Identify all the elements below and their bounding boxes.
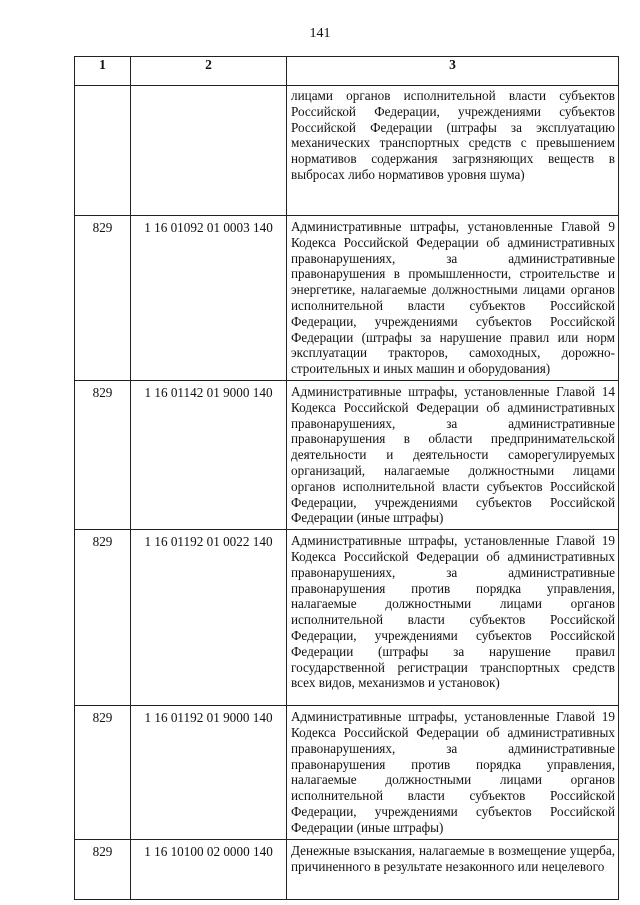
admin-code-cell: 829	[75, 840, 131, 900]
budget-codes-table	[74, 56, 619, 900]
column-header-2: 2	[131, 57, 287, 86]
admin-code-cell: 829	[75, 380, 131, 529]
budget-code-cell: 1 16 01092 01 0003 140	[131, 216, 287, 381]
description-cell: Административные штрафы, установленные Главой 9 Кодекса Российской Федерации об административных правонарушениях, за административные правонарушения в промышленности, строительстве и энергетике, налагаемые должностными лицами органов исполнительной власти субъектов Российской Федерации, учреждениями субъектов Российской Федерации (штрафы за нарушение правил или норм эксплуатации тракторов, самоходных, дорожно-строительных и иных машин и оборудования)	[287, 216, 619, 381]
admin-code-cell: 829	[75, 530, 131, 706]
description-cell: Денежные взыскания, налагаемые в возмещение ущерба, причиненного в результате незаконного или нецелевого	[287, 840, 619, 900]
budget-code-cell: 1 16 01192 01 0022 140	[131, 530, 287, 706]
page-number: 141	[309, 26, 331, 41]
description-cell: Административные штрафы, установленные Главой 19 Кодекса Российской Федерации об административных правонарушениях, за административные правонарушения против порядка управления, налагаемые должностными лицами органов исполнительной власти субъектов Российской Федерации, учреждениями субъектов Российской Федерации (иные штрафы)	[287, 706, 619, 840]
table-row-continuation	[75, 86, 619, 216]
table-row	[75, 840, 619, 900]
description-cell: Административные штрафы, установленные Главой 19 Кодекса Российской Федерации об административных правонарушениях, за административные правонарушения против порядка управления, налагаемые должностными лицами органов исполнительной власти субъектов Российской Федерации, учреждениями субъектов Российской Федерации (штрафы за нарушение правил государственной регистрации транспортных средств всех видов, механизмов и установок)	[287, 530, 619, 706]
admin-code-cell: 829	[75, 216, 131, 381]
table-row	[75, 380, 619, 529]
table-row	[75, 706, 619, 840]
budget-code-cell: 1 16 10100 02 0000 140	[131, 840, 287, 900]
budget-code-cell: 1 16 01142 01 9000 140	[131, 380, 287, 529]
description-cell: Административные штрафы, установленные Главой 14 Кодекса Российской Федерации об административных правонарушениях, за административные правонарушения в области предпринимательской деятельности и деятельности саморегулируемых организаций, налагаемые должностными лицами органов исполнительной власти субъектов Российской Федерации, учреждениями субъектов Российской Федерации (иные штрафы)	[287, 380, 619, 529]
column-header-1: 1	[75, 57, 131, 86]
admin-code-cell: 829	[75, 706, 131, 840]
table-row	[75, 216, 619, 381]
table-row	[75, 530, 619, 706]
budget-code-cell: 1 16 01192 01 9000 140	[131, 706, 287, 840]
description-cell: лицами органов исполнительной власти субъектов Российской Федерации, учреждениями субъектов Российской Федерации (штрафы за эксплуатацию механических транспортных средств с превышением нормативов содержания загрязняющих веществ в выбросах либо нормативов уровня шума)	[287, 86, 619, 216]
budget-code-cell	[131, 86, 287, 216]
column-header-3: 3	[287, 57, 619, 86]
admin-code-cell	[75, 86, 131, 216]
table-header-row	[75, 57, 619, 86]
